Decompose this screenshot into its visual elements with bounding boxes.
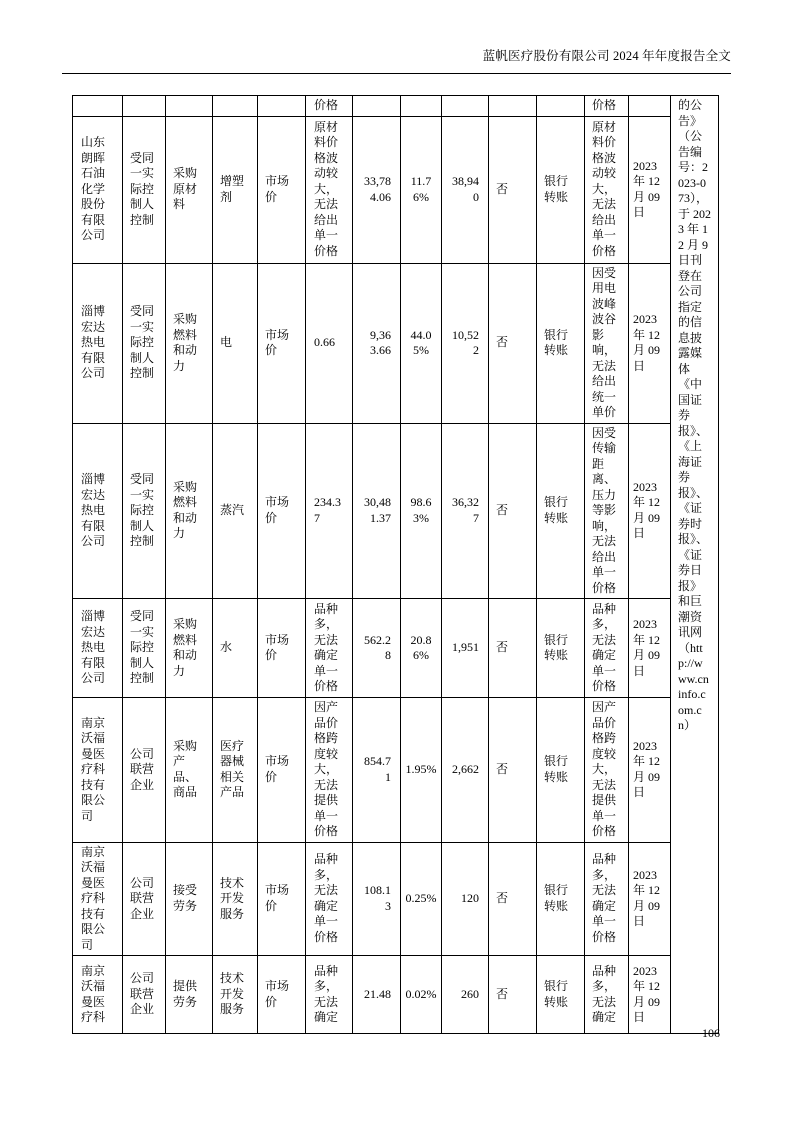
cell-settlement: 银行转账: [537, 956, 585, 1034]
cell-pricing-principle: 市场价: [258, 956, 306, 1034]
cell-approved-limit: 36,327: [442, 423, 489, 599]
cell-proportion: 0.25%: [401, 842, 442, 956]
cell-amount: [353, 96, 401, 117]
page-title: 蓝帆医疗股份有限公司 2024 年年度报告全文: [62, 46, 731, 74]
cell-party: 淄博宏达热电有限公司: [73, 599, 123, 698]
cell-approved-limit: 38,940: [442, 116, 489, 263]
table-row: [73, 698, 719, 843]
cell-reason: 品种多，无法确定单一价格: [585, 599, 629, 698]
cell-proportion: 0.02%: [401, 956, 442, 1034]
cell-txn-type: 采购燃料和动力: [166, 599, 213, 698]
cell-settlement: 银行转账: [537, 599, 585, 698]
cell-reason: 价格: [585, 96, 629, 117]
cell-settlement: 银行转账: [537, 698, 585, 843]
cell-settlement: [537, 96, 585, 117]
cell-disclosure-date: 2023 年 12 月 09 日: [629, 956, 671, 1034]
cell-pricing-principle: 市场价: [258, 116, 306, 263]
cell-party: 淄博宏达热电有限公司: [73, 263, 123, 423]
cell-approved-limit: 1,951: [442, 599, 489, 698]
cell-over-limit: 否: [489, 263, 537, 423]
cell-proportion: 20.86%: [401, 599, 442, 698]
cell-amount: 33,784.06: [353, 116, 401, 263]
cell-disclosure-date: [629, 96, 671, 117]
cell-price: 0.66: [306, 263, 353, 423]
cell-over-limit: [489, 96, 537, 117]
cell-txn-content: 蒸汽: [213, 423, 258, 599]
cell-approved-limit: 10,522: [442, 263, 489, 423]
cell-party: 南京沃福曼医疗科技有限公司: [73, 698, 123, 843]
cell-disclosure-date: 2023 年 12 月 09 日: [629, 263, 671, 423]
cell-reason: 原材料价格波动较大，无法给出单一价格: [585, 116, 629, 263]
cell-relation: 公司联营企业: [123, 956, 166, 1034]
cell-txn-content: [213, 96, 258, 117]
cell-proportion: 11.76%: [401, 116, 442, 263]
cell-amount: 562.28: [353, 599, 401, 698]
cell-txn-type: 提供劳务: [166, 956, 213, 1034]
cell-settlement: 银行转账: [537, 263, 585, 423]
cell-amount: 21.48: [353, 956, 401, 1034]
cell-over-limit: 否: [489, 116, 537, 263]
cell-txn-type: 接受劳务: [166, 842, 213, 956]
cell-price: 品种多，无法确定: [306, 956, 353, 1034]
cell-price: 价格: [306, 96, 353, 117]
cell-disclosure-date: 2023 年 12 月 09 日: [629, 599, 671, 698]
cell-proportion: 44.05%: [401, 263, 442, 423]
cell-over-limit: 否: [489, 698, 537, 843]
cell-relation: 受同一实际控制人控制: [123, 263, 166, 423]
cell-disclosure-date: 2023 年 12 月 09 日: [629, 842, 671, 956]
cell-party: 南京沃福曼医疗科: [73, 956, 123, 1034]
cell-price: 因产品价格跨度较大，无法提供单一价格: [306, 698, 353, 843]
cell-relation: 公司联营企业: [123, 842, 166, 956]
cell-txn-type: 采购燃料和动力: [166, 263, 213, 423]
cell-reason: 因产品价格跨度较大，无法提供单一价格: [585, 698, 629, 843]
cell-party: 山东朗晖石油化学股份有限公司: [73, 116, 123, 263]
cell-proportion: 98.63%: [401, 423, 442, 599]
cell-party: 南京沃福曼医疗科技有限公司: [73, 842, 123, 956]
cell-txn-content: 技术开发服务: [213, 842, 258, 956]
cell-disclosure-date: 2023 年 12 月 09 日: [629, 698, 671, 843]
cell-approved-limit: [442, 96, 489, 117]
cell-proportion: 1.95%: [401, 698, 442, 843]
cell-party: [73, 96, 123, 117]
table-row-carryover: [73, 96, 719, 117]
cell-pricing-principle: 市场价: [258, 599, 306, 698]
page-number: 106: [702, 1026, 720, 1040]
cell-settlement: 银行转账: [537, 423, 585, 599]
cell-proportion: [401, 96, 442, 117]
cell-price: 品种多，无法确定单一价格: [306, 599, 353, 698]
cell-price: 品种多，无法确定单一价格: [306, 842, 353, 956]
cell-approved-limit: 2,662: [442, 698, 489, 843]
cell-relation: 公司联营企业: [123, 698, 166, 843]
cell-relation: 受同一实际控制人控制: [123, 423, 166, 599]
cell-amount: 108.13: [353, 842, 401, 956]
cell-pricing-principle: 市场价: [258, 698, 306, 843]
cell-amount: 30,481.37: [353, 423, 401, 599]
cell-amount: 854.71: [353, 698, 401, 843]
cell-approved-limit: 260: [442, 956, 489, 1034]
cell-disclosure-index: 的公告》（公告编号：2023-073），于 2023 年 12 月 9 日刊登在公司指定的信息披露媒体《中国证券报》、《上海证券报》、《证券时报》、《证券日报》和巨潮资讯网（http://www.cninfo.com.cn）: [671, 96, 719, 1034]
related-transactions-table: [72, 95, 719, 1034]
cell-txn-content: 医疗器械相关产品: [213, 698, 258, 843]
cell-txn-type: 采购燃料和动力: [166, 423, 213, 599]
cell-pricing-principle: 市场价: [258, 263, 306, 423]
cell-txn-type: [166, 96, 213, 117]
cell-reason: 因受用电波峰波谷影响，无法给出统一单价: [585, 263, 629, 423]
cell-txn-type: 采购原材料: [166, 116, 213, 263]
cell-pricing-principle: 市场价: [258, 842, 306, 956]
cell-txn-type: 采购产品、商品: [166, 698, 213, 843]
cell-over-limit: 否: [489, 423, 537, 599]
cell-reason: 因受传输距离、压力等影响，无法给出单一价格: [585, 423, 629, 599]
cell-relation: 受同一实际控制人控制: [123, 116, 166, 263]
cell-relation: [123, 96, 166, 117]
cell-over-limit: 否: [489, 956, 537, 1034]
cell-pricing-principle: [258, 96, 306, 117]
cell-txn-content: 技术开发服务: [213, 956, 258, 1034]
cell-approved-limit: 120: [442, 842, 489, 956]
cell-price: 原材料价格波动较大，无法给出单一价格: [306, 116, 353, 263]
table-row: [73, 263, 719, 423]
cell-relation: 受同一实际控制人控制: [123, 599, 166, 698]
cell-settlement: 银行转账: [537, 842, 585, 956]
cell-reason: 品种多，无法确定: [585, 956, 629, 1034]
cell-disclosure-date: 2023 年 12 月 09 日: [629, 116, 671, 263]
cell-txn-content: 增塑剂: [213, 116, 258, 263]
cell-amount: 9,363.66: [353, 263, 401, 423]
cell-pricing-principle: 市场价: [258, 423, 306, 599]
table-row: [73, 116, 719, 263]
cell-disclosure-date: 2023 年 12 月 09 日: [629, 423, 671, 599]
cell-price: 234.37: [306, 423, 353, 599]
cell-txn-content: 电: [213, 263, 258, 423]
table-row: [73, 842, 719, 956]
table-row: [73, 599, 719, 698]
cell-over-limit: 否: [489, 842, 537, 956]
cell-txn-content: 水: [213, 599, 258, 698]
table-row-clipped: [73, 956, 719, 1034]
cell-over-limit: 否: [489, 599, 537, 698]
cell-settlement: 银行转账: [537, 116, 585, 263]
table-row: [73, 423, 719, 599]
cell-reason: 品种多，无法确定单一价格: [585, 842, 629, 956]
cell-party: 淄博宏达热电有限公司: [73, 423, 123, 599]
